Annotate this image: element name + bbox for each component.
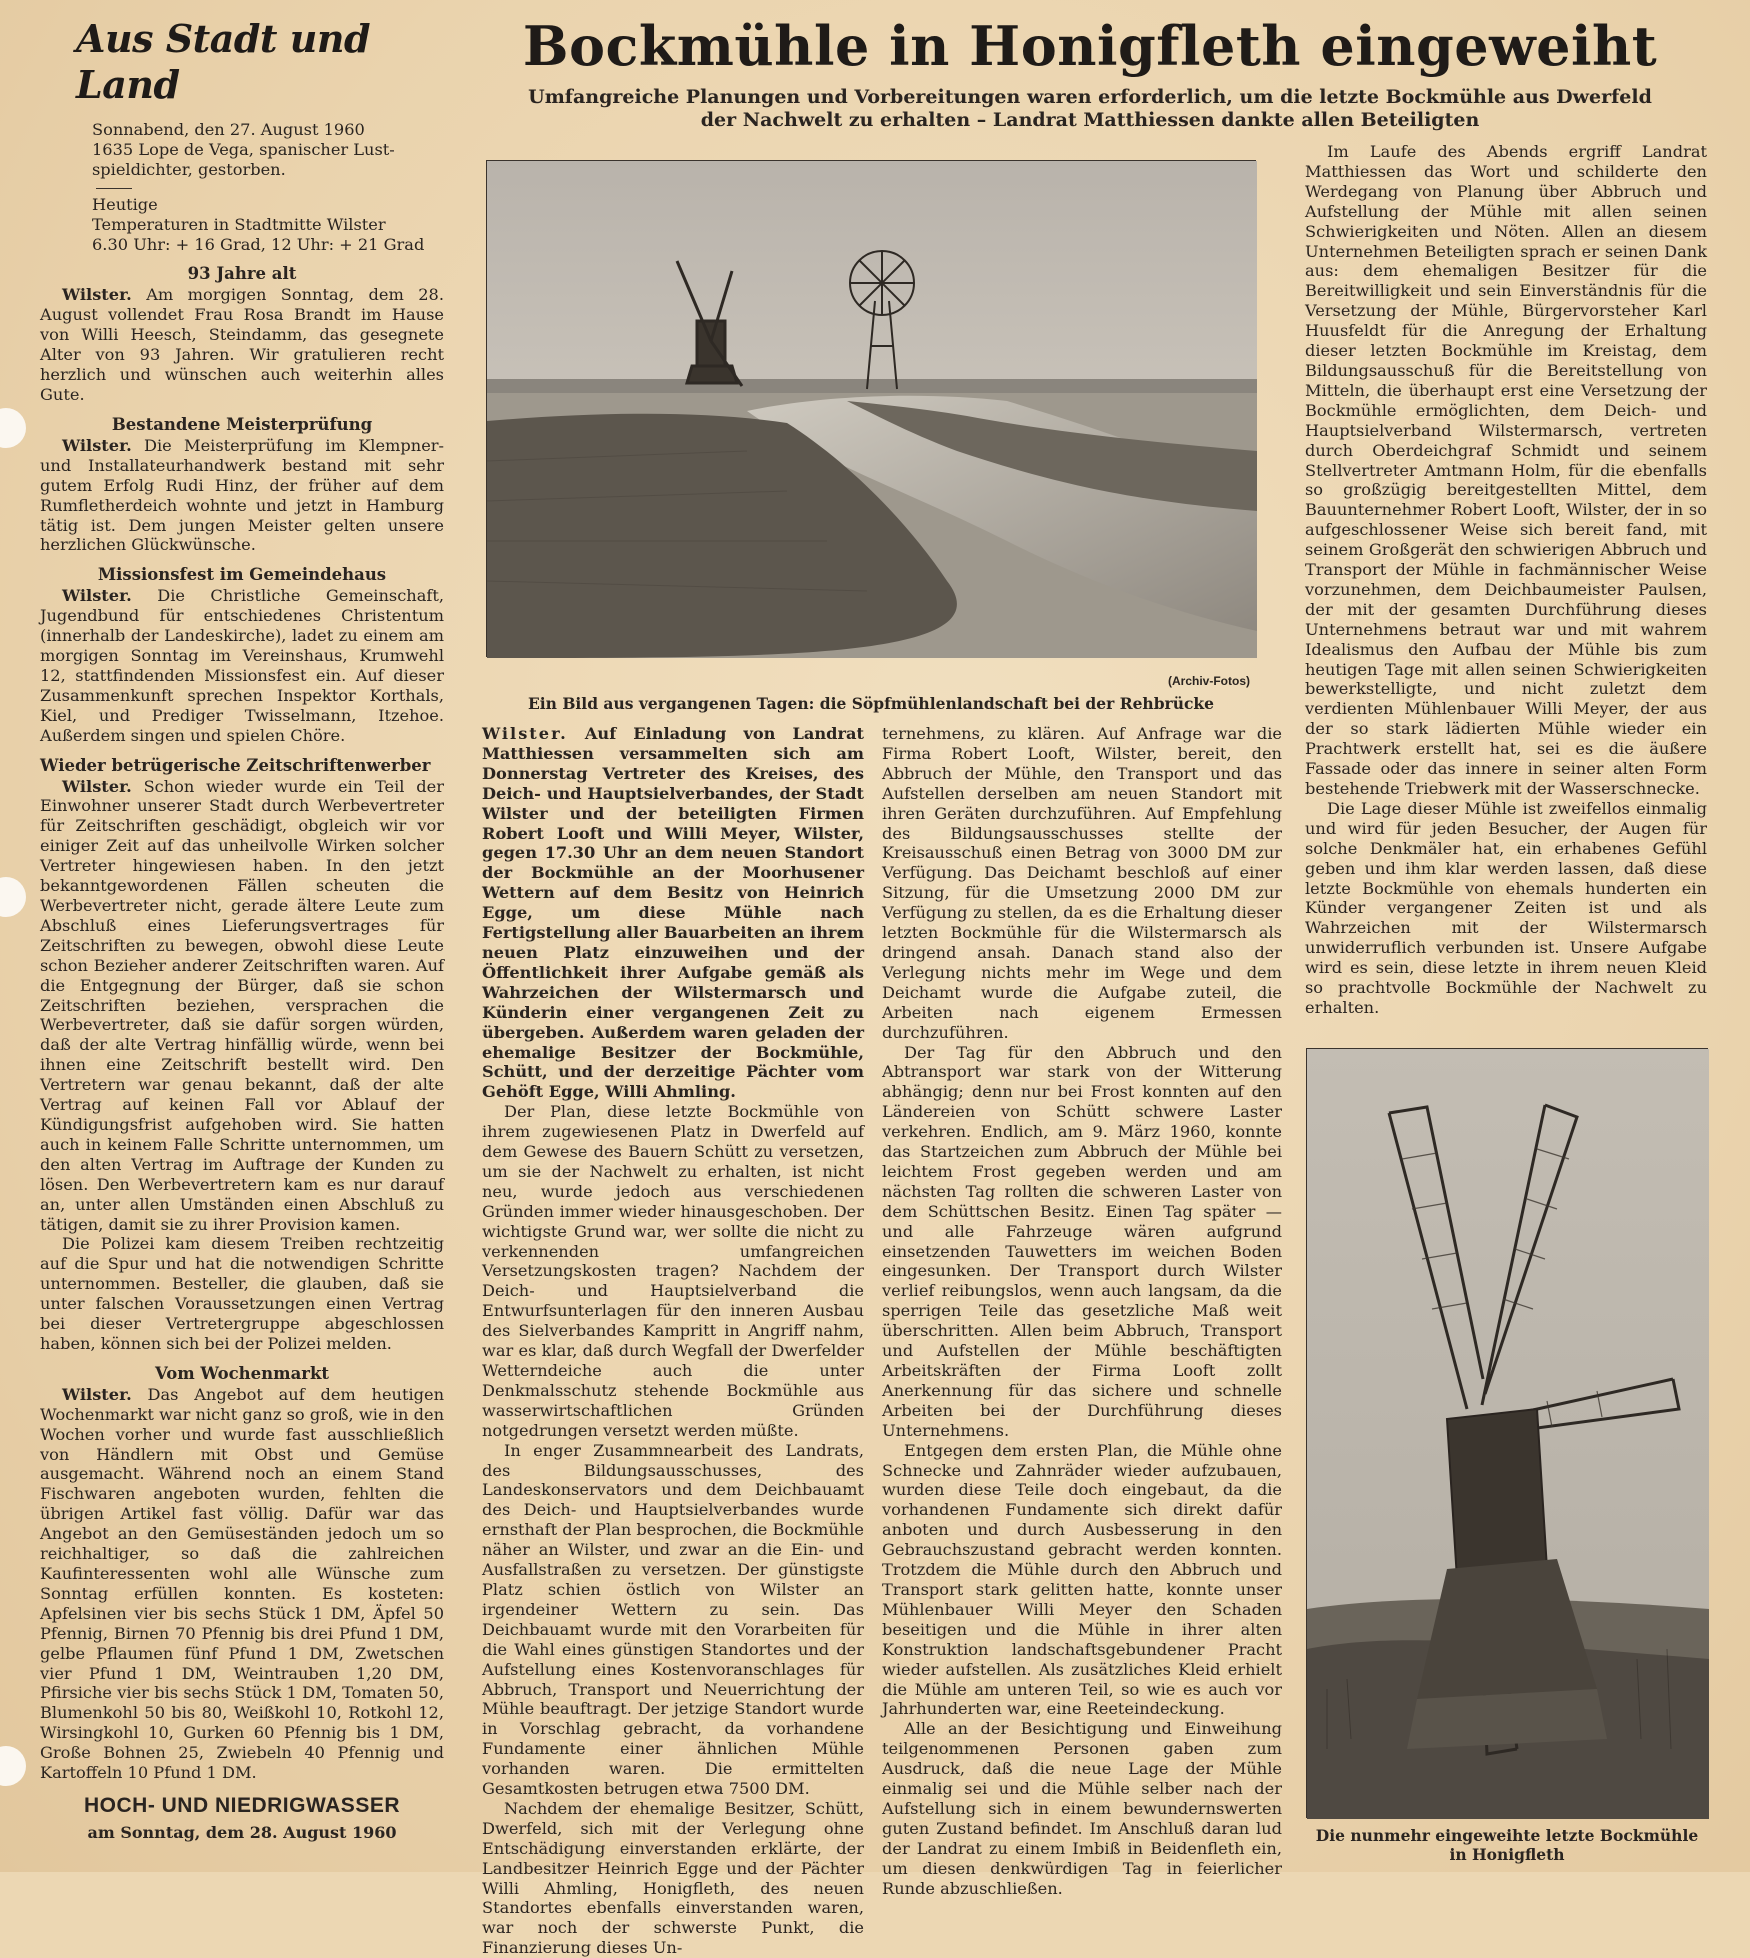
- item-title: 93 Jahre alt: [187, 264, 297, 284]
- article-paragraph: Alle an der Besichtigung und Einweihung teilgenommenen Personen gaben zum Ausdruck, daß die neue Lage der Mühle einmalig sei und die Mühle selber nach der Aufstellung sich in einem bewundernswerten guten Zustand befindet. Im Anschluß daran lud der Landrat zu einem Imbiß in Beidenfleth ein, um diesen denkwürdigen Tag in feierlicher Runde abzuschließen.: [882, 1719, 1282, 1898]
- item-text: Die Polizei kam diesem Treiben rechtzeitig auf die Spur und hat die notwendigen Schritte unternommen. Besteller, die glauben, daß sie unter falschen Voraussetzungen einen Vertrag bei dieser Vertretergruppe abgeschlossen haben, können sich bei der Polizei melden.: [40, 1234, 444, 1353]
- news-item: [40, 756, 444, 1354]
- article-column-3: [1305, 142, 1707, 1042]
- water-title: HOCH- UND NIEDRIGWASSER: [83, 1793, 400, 1817]
- item-text: Schon wieder wurde ein Teil der Einwohner unserer Stadt durch Werbevertreter für Zeitschriften geschädigt, obgleich wir vor einiger Zeit auf das unheilvolle Wirken solcher Vertreter hingewiesen haben. In den jetzt bekanntgewordenen Fällen scheuten die Werbevertreter nicht, gerade ältere Leute zum Abschluß eines Lieferungsvertrages für Zeitschriften zu bewegen, obwohl diese Leute schon Bezieher anderer Zeitschriften waren. Auf die Entgegnung der Bürger, daß sie schon Zeitschriften beziehen, versprachen die Werbevertreter, daß sie dafür sorgen würden, daß der alte Vertrag hinfällig würde, wenn bei ihnen eine Zeitschrift bestellt wird. Den Vertretern war genau bekannt, daß der alte Vertrag auf keinen Fall vor Ablauf der Kündigungsfrist aufgehoben wird. Sie hatten auch in keinem Falle Schritte unternommen, um den alten Vertrag im Auftrage der Kunden zu lösen. Den Werbevertretern kam es nur darauf an, unter allen Umständen einen Abschluß zu tätigen, damit sie zu ihrer Provision kamen.: [40, 776, 444, 1234]
- article-paragraph: Entgegen dem ersten Plan, die Mühle ohne Schnecke und Zahnräder wieder aufzubauen, wurden diese Teile doch eingebaut, da die vorhandenen Fundamente sich direkt dafür anboten und durch Ausbesserung in den Gebrauchszustand gebracht werden konnten. Trotzdem die Mühle durch den Abbruch und Transport stark gelitten hatte, konnte unser Mühlenbauer Willi Meyer den Schaden beseitigen und die Mühle in ihrer alten Konstruktion landschaftsgebundener Pracht wieder aufstellen. Als zusätzliches Kleid erhielt die Mühle am unteren Teil, so wie es auch vor Jahrhunderten war, eine Reeteindeckung.: [882, 1440, 1282, 1719]
- item-location: Wilster.: [62, 586, 132, 606]
- lead-text: Auf Einladung von Landrat Matthiessen versammelten sich am Donnerstag Vertreter des Kreises, des Deich- und Hauptsielverbandes, der Stadt Wilster und der beteiligten Firmen Robert Looft und Willi Meyer, Wilster, gegen 17.30 Uhr an dem neuen Standort der Bockmühle an der Moorhusener Wettern auf dem Besitz von Heinrich Egge, um diese Mühle nach Fertigstellung aller Bauarbeiten an ihrem neuen Platz einzuweihen und der Öffentlichkeit ihrer Aufgabe gemäß als Wahrzeichen der Wilstermarsch und Künderin einer vergangenen Zeit zu übergeben. Außerdem waren geladen der ehemalige Besitzer der Bockmühle, Schütt, und der derzeitige Pächter vom Gehöft Egge, Willi Ahmling.: [482, 724, 864, 1102]
- article-column-1: [482, 724, 865, 1958]
- punch-hole: [0, 1746, 26, 1786]
- article-paragraph: Im Laufe des Abends ergriff Landrat Matthiessen das Wort und schilderte den Werdegang von Planung über Abbruch und Aufstellung der Mühle mit allen seinen Schwierigkeiten und Nöten. Allen an diesem Unternehmen Beteiligten sprach er seinen Dank aus: dem ehemaligen Besitzer für die Bereitwilligkeit und sein Einverständnis für die Versetzung der Mühle, Bürgervorsteher Karl Huusfeldt für die Anregung der Erhaltung dieser letzten Bockmühle im Kreistag, dem Bildungsausschuß für die Bereitstellung von Mitteln, die überhaupt erst eine Versetzung der Bockmühle ermöglichten, dem Deich- und Hauptsielverband Wilstermarsch, vertreten durch Oberdeichgraf Schmidt und seinem Stellvertreter Amtmann Holm, für die ebenfalls so großzügig bereitgestellten Mittel, dem Bauunternehmer Robert Looft, Wilster, der in so aufgeschlossener Weise sich bereit fand, mit seinem Großgerät den schwierigen Abbruch und Transport der Mühle in fachmännischer Weise vorzunehmen, dem Deichbaumeister Paulsen, der mit der gesamten Durchführung dieses Unternehmens betraut war und mit wahrem Idealismus den Aufbau der Mühle bis zum heutigen Tage mit allen seinen Schwierigkeiten bewerkstelligte, und nicht zuletzt dem verdienten Mühlenbauer Willi Meyer, der aus der so stark lädierten Mühle wieder ein Prachtwerk erstellt hat, sei es die äußere Fassade oder das innere in seiner alten Form bestehende Triebwerk mit der Wasserschnecke.: [1305, 142, 1707, 798]
- subheadline-line: der Nachwelt zu erhalten – Landrat Matthiessen dankte allen Beteiligten: [700, 109, 1480, 131]
- date-line: 1635 Lope de Vega, spanischer Lust-: [92, 139, 395, 159]
- article-paragraph: ternehmens, zu klären. Auf Anfrage war die Firma Robert Looft, Wilster, bereit, den Abbruch der Mühle, den Transport und das Aufstellen derselben am neuen Standort mit ihren Geräten durchzuführen. Auf Empfehlung des Bildungsausschusses stellte der Kreisausschuß einen Betrag von 3000 DM zur Verfügung. Das Deichamt beschloß auf einer Sitzung, für die Umsetzung 2000 DM zur Verfügung zu stellen, da es die Erhaltung dieser letzten Bockmühle für die Wilstermarsch als dringend ansah. Danach stand also der Verlegung nichts mehr im Wege und dem Deichamt wurde die Aufgabe zuteil, die Arbeiten nach eigenem Ermessen durchzuführen.: [882, 724, 1282, 1042]
- headline: Bockmühle in Honigfleth eingeweiht: [522, 14, 1658, 78]
- local-news-column: [40, 16, 444, 1872]
- news-item: [40, 264, 444, 404]
- photo-caption: Die nunmehr eingeweihte letzte Bockmühle in Honigfleth: [1315, 1826, 1699, 1864]
- photo-bockmuehle: [1306, 1048, 1708, 1818]
- item-title: Vom Wochenmarkt: [154, 1363, 330, 1383]
- date-line: spieldichter, gestorben.: [92, 159, 286, 179]
- news-item: [40, 565, 444, 745]
- weather-block: [92, 195, 444, 255]
- item-text: Am morgigen Sonntag, dem 28. August vollendet Frau Rosa Brandt im Hause von Willi Heesch, Steindamm, das gesegnete Alter von 93 Jahren. Wir gratulieren recht herzlich und wünschen auch weiterhin alles Gute.: [40, 285, 444, 404]
- news-item: [40, 415, 444, 555]
- item-location: Wilster.: [62, 285, 132, 305]
- divider: [96, 188, 132, 189]
- date-block: [92, 120, 444, 180]
- item-text: Die Christliche Gemeinschaft, Jugendbund für entschiedenes Christentum (innerhalb der Landeskirche), ladet zu einem am morgigen Sonntag im Vereinshaus, Krumwehl 12, stattfindenden Missionsfest ein. Auf dieser Zusammenkunft sprechen Inspektor Korthals, Kiel, und Prediger Twisselmann, Itzehoe. Außerdem singen und spielen Chöre.: [40, 586, 444, 745]
- weather-line: Heutige: [92, 194, 158, 214]
- item-text: Die Meisterprüfung im Klempner- und Installateurhandwerk bestand mit sehr gutem Erfolg Rudi Hinz, der früher auf dem Rumfletherdeich wohnte und jetzt in Hamburg tätig ist. Dem jungen Meister gelten unsere herzlichen Glückwünsche.: [40, 435, 444, 555]
- weather-line: Temperaturen in Stadtmitte Wilster: [92, 214, 386, 234]
- subheadline-line: Umfangreiche Planungen und Vorbereitungen waren erforderlich, um die letzte Bockmühle aus Dwerfeld: [528, 86, 1652, 108]
- item-title: Missionsfest im Gemeindehaus: [97, 565, 387, 585]
- water-subtitle: am Sonntag, dem 28. August 1960: [87, 1822, 397, 1842]
- photo-credit: (Archiv-Fotos): [1168, 674, 1250, 688]
- article-lead: [482, 724, 864, 1102]
- news-item: [40, 1364, 444, 1783]
- rubric-title: Aus Stadt und Land: [76, 16, 371, 107]
- item-title: Wieder betrügerische Zeitschriftenwerber: [40, 755, 431, 775]
- item-title: Bestandene Meisterprüfung: [111, 414, 373, 434]
- subheadline: [470, 86, 1710, 132]
- photo-caption: Ein Bild aus vergangenen Tagen: die Söpfmühlenlandschaft bei der Rehbrücke: [527, 694, 1215, 713]
- article-paragraph: Der Plan, diese letzte Bockmühle von ihrem zugewiesenen Platz in Dwerfeld auf dem Gewese des Bauern Schütt zu versetzen, um sie der Nachwelt zu erhalten, ist nicht neu, wurde jedoch aus verschiedenen Gründen immer wieder hinausgeschoben. Der wichtigste Grund war, wer sollte die nicht zu verkennenden umfangreichen Versetzungskosten tragen? Nachdem der Deich- und Hauptsielverband die Entwurfsunterlagen für den inneren Ausbau des Sielverbandes Kampritt in Angriff nahm, war es klar, daß durch Wegfall der Dwerfelder Wetterndeiche auch die unter Denkmalsschutz stehende Bockmühle aus wasserwirtschaftlichen Gründen notgedrungen versetzt werden müßte.: [482, 1102, 864, 1440]
- punch-hole: [0, 408, 26, 448]
- date-line: Sonnabend, den 27. August 1960: [92, 120, 365, 139]
- article-paragraph: Die Lage dieser Mühle ist zweifellos einmalig und wird für jeden Besucher, der Augen für solche Denkmäler hat, ein erhabenes Gefühl geben und ihm klar werden lassen, daß diese letzte Bockmühle von ehemals hunderten ein Künder vergangener Zeiten ist und als Wahrzeichen mit der Wilstermarsch unwiderruflich verbunden ist. Unsere Aufgabe wird es sein, diese letzte in ihrem neuen Kleid so prachtvolle Bockmühle der Nachwelt zu erhalten.: [1305, 798, 1707, 1017]
- item-location: Wilster.: [62, 435, 132, 455]
- article-paragraph: Der Tag für den Abbruch und den Abtransport war stark von der Witterung abhängig; denn nur bei Frost konnten auf den Ländereien von Schütt schwere Laster verkehren. Endlich, am 9. März 1960, konnte das Startzeichen zum Abbruch der Mühle bei leichtem Frost gegeben werden und am nächsten Tag rollten die schweren Laster von dem Schüttschen Besitz. Einen Tag später — und alle Fahrzeuge wären aufgrund einsetzenden Tauwetters im weichen Boden eingesunken. Der Transport durch Wilster verlief reibungslos, wenn auch langsam, da die sperrigen Teile das gesetzliche Maß weit überschritten. Allen beim Abbruch, Transport und Aufstellen der Mühle beschäftigten Arbeitskräften der Firma Looft zollt Anerkennung für das sichere und schnelle Arbeiten bei der Durchführung dieses Unternehmens.: [882, 1042, 1282, 1440]
- windmill-illustration: [1307, 1049, 1709, 1819]
- article-paragraph: Nachdem der ehemalige Besitzer, Schütt, Dwerfeld, sich mit der Verlegung ohne Entschädigung einverstanden erklärte, der Landbesitzer Heinrich Egge und der Pächter Willi Ahmling, Honigfleth, des neuen Standortes ebenfalls einverstanden waren, war noch der schwerste Punkt, die Finanzierung dieses Un-: [482, 1798, 864, 1958]
- article-column-2: [882, 724, 1282, 1898]
- article-paragraph: In enger Zusammnearbeit des Landrats, des Bildungsausschusses, des Landeskonservators und dem Deichbauamt des Deich- und Hauptsielverbandes wurde ernsthaft der Plan besprochen, die Bockmühle näher an Wilster, und zwar an die Ein- und Ausfallstraßen zu versetzen. Der günstigste Platz schien östlich von Wilster an irgendeiner Wettern zu sein. Das Deichbauamt wurde mit den Vorarbeiten für die Wahl eines günstigen Standortes und der Aufstellung eines Kostenvoranschlages für Abbruch, Transport und Neuerrichtung der Mühle beauftragt. Der jetzige Standort wurde in Vorschlag gebracht, da vorhandene Fundamente einer ähnlichen Mühle vorhanden waren. Die ermittelten Gesamtkosten betrugen etwa 7500 DM.: [482, 1440, 865, 1799]
- item-text: Das Angebot auf dem heutigen Wochenmarkt war nicht ganz so groß, wie in den Wochen vorher und wurde fast ausschließlich von Händlern mit Obst und Gemüse ausgemacht. Während noch an einem Stand Fischwaren angeboten wurden, fehlten die übrigen Artikel fast völlig. Dafür war das Angebot an den Gemüseständen jedoch um so reichhaltiger, so daß die zahlreichen Kaufinteressenten wohl alle Wünsche zum Sonntag erfüllen konnten. Es kosteten: Apfelsinen vier bis sechs Stück 1 DM, Äpfel 50 Pfennig, Birnen 70 Pfennig bis drei Pfund 1 DM, gelbe Pflaumen fünf Pfund 1 DM, Zwetschen vier Pfund 1 DM, Weintrauben 1,20 DM, Pfirsiche vier bis sechs Stück 1 DM, Tomaten 50, Blumenkohl 50 bis 80, Weißkohl 10, Rotkohl 12, Wirsingkohl 10, Gurken 60 Pfennig bis 1 DM, Große Bohnen 25, Zwiebeln 40 Pfennig und Kartoffeln 10 Pfund 1 DM.: [40, 1384, 444, 1783]
- lead-location: Wilster.: [482, 724, 568, 743]
- weather-line: 6.30 Uhr: + 16 Grad, 12 Uhr: + 21 Grad: [92, 234, 425, 254]
- item-location: Wilster.: [62, 776, 132, 796]
- landscape-illustration: [487, 161, 1257, 658]
- punch-hole: [0, 877, 26, 917]
- item-location: Wilster.: [62, 1384, 132, 1404]
- archive-photo-landscape: [486, 160, 1256, 657]
